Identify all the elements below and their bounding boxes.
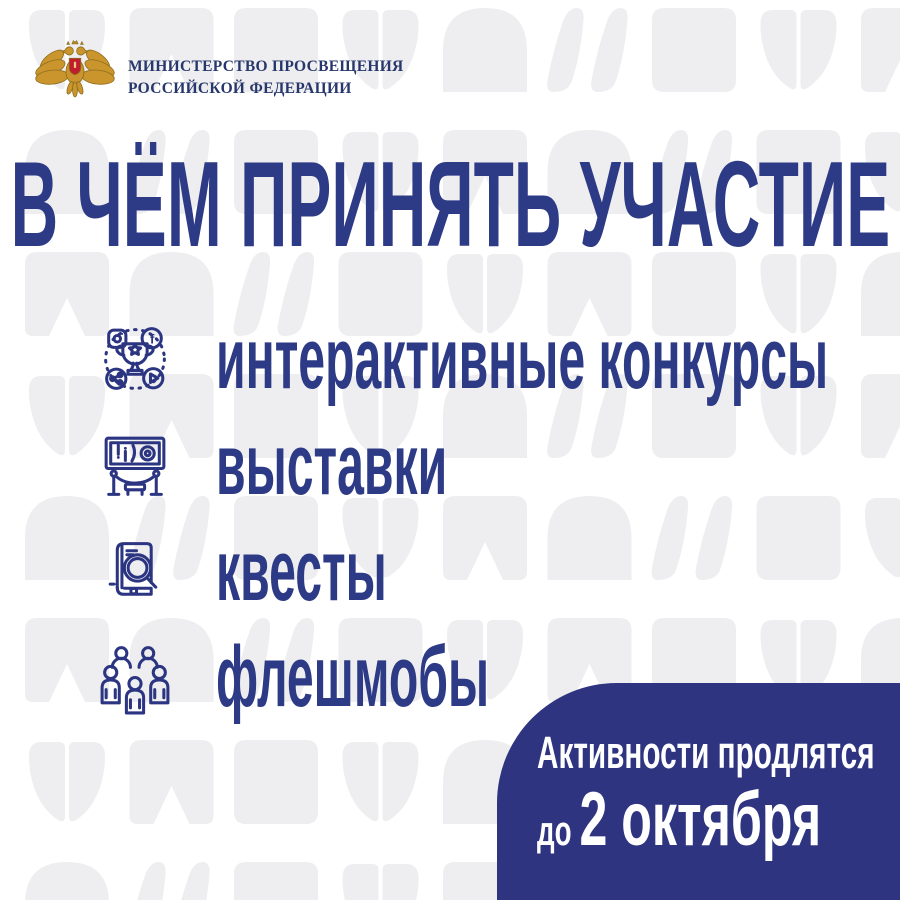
ministry-name-line2: РОССИЙСКОЙ ФЕДЕРАЦИИ — [128, 80, 352, 97]
list-item — [94, 522, 900, 619]
activity-label: интерактивные конкурсы — [216, 310, 829, 407]
deadline-prefix: до — [537, 807, 572, 855]
list-item — [94, 310, 900, 407]
flashmob-people-icon — [94, 636, 176, 718]
ministry-name — [128, 56, 404, 101]
deadline-text: Активности продлятся — [537, 727, 875, 778]
deadline-panel — [497, 683, 900, 900]
list-item — [94, 416, 900, 513]
quest-book-magnifier-icon — [94, 530, 176, 612]
svg-text:f: f — [150, 331, 155, 347]
ministry-logo — [34, 38, 404, 118]
ministry-name-line1: МИНИСТЕРСТВО ПРОСВЕЩЕНИЯ — [128, 57, 404, 75]
contest-social-trophy-icon — [94, 318, 176, 400]
activities-list — [94, 310, 900, 725]
deadline-text-line — [537, 729, 900, 776]
coat-of-arms-icon — [34, 38, 116, 118]
deadline-date-line — [537, 777, 900, 863]
exhibition-gallery-icon — [94, 424, 176, 506]
activity-label: квесты — [216, 522, 387, 619]
activity-label: выставки — [216, 416, 448, 513]
deadline-date: 2 октября — [579, 777, 822, 863]
page-title-text: В ЧЁМ ПРИНЯТЬ УЧАСТИЕ — [10, 136, 890, 272]
activity-label: флешмобы — [216, 628, 490, 725]
page-title — [0, 136, 900, 272]
